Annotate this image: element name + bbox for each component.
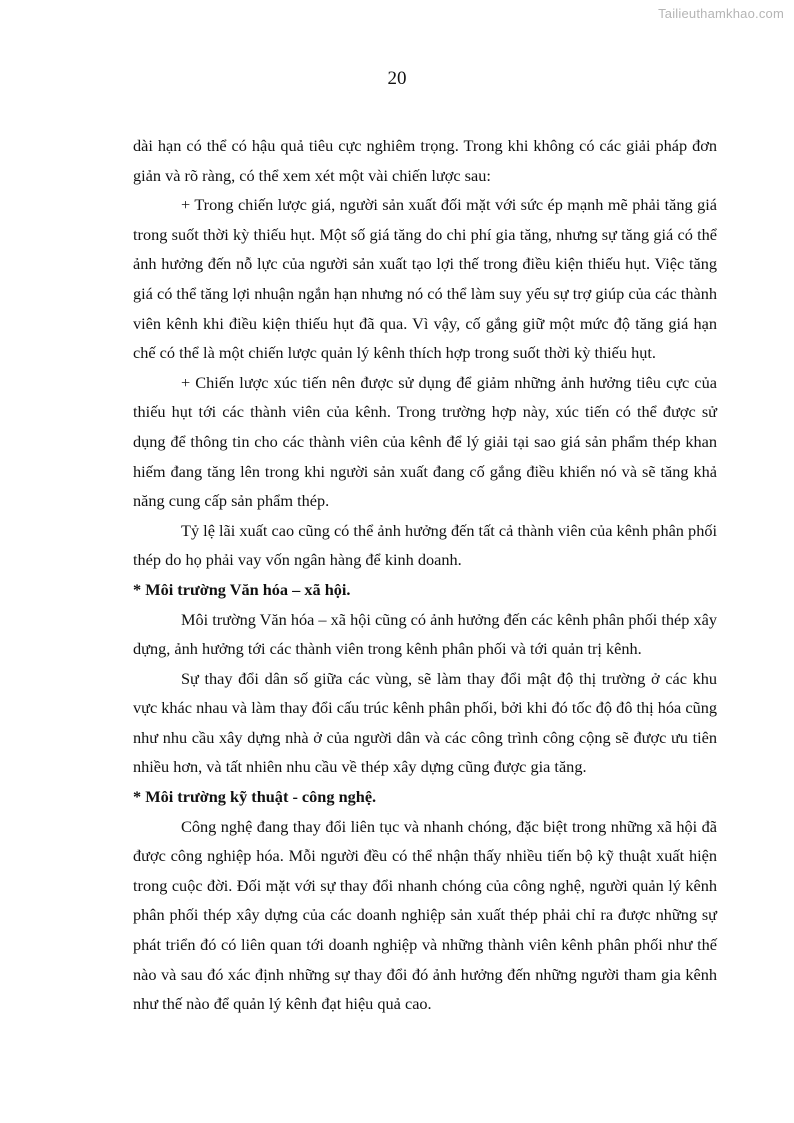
paragraph-population-change: Sự thay đổi dân số giữa các vùng, sẽ làm thay đổi mật độ thị trường ở các khu vực khác nhau và làm thay đổi cấu trúc kênh phân phối, bởi khi đó tốc độ đô thị hóa cũng như nhu cầu xây dựng nhà ở của người dân và các công trình công cộng sẽ được ưu tiên nhiều hơn, và tất nhiên nhu cầu về thép xây dựng cũng được gia tăng. bbox=[133, 668, 717, 777]
watermark: Tailieuthamkhao.com bbox=[658, 6, 784, 21]
document-body bbox=[133, 131, 717, 1019]
paragraph-price-strategy: + Trong chiến lược giá, người sản xuất đối mặt với sức ép mạnh mẽ phải tăng giá trong suốt thời kỳ thiếu hụt. Một số giá tăng do chi phí gia tăng, nhưng sự tăng giá có thể ảnh hưởng đến nỗ lực của người sản xuất tạo lợi thế trong điều kiện thiếu hụt. Việc tăng giá có thể tăng lợi nhuận ngắn hạn nhưng nó có thể làm suy yếu sự trợ giúp của các thành viên kênh khi điều kiện thiếu hụt đã qua. Vì vậy, cố gắng giữ một mức độ tăng giá hạn chế có thể là một chiến lược quản lý kênh thích hợp trong suốt thời kỳ thiếu hụt. bbox=[133, 195, 717, 363]
paragraph-promotion-strategy: + Chiến lược xúc tiến nên được sử dụng để giảm những ảnh hưởng tiêu cực của thiếu hụt tới các thành viên của kênh. Trong trường hợp này, xúc tiến có thể được sử dụng để thông tin cho các thành viên của kênh để lý giải tại sao giá sản phẩm thép khan hiếm đang tăng lên trong khi người sản xuất đang cố gắng điều khiển nó và sẽ tăng khả năng cung cấp sản phẩm thép. bbox=[133, 372, 717, 511]
section-heading-culture-society: * Môi trường Văn hóa – xã hội. bbox=[133, 579, 351, 599]
paragraph-continuation: dài hạn có thể có hậu quả tiêu cực nghiêm trọng. Trong khi không có các giải pháp đơn giản và rõ ràng, có thể xem xét một vài chiến lược sau: bbox=[133, 136, 717, 185]
paragraph-interest-rate: Tỷ lệ lãi xuất cao cũng có thể ảnh hưởng đến tất cả thành viên của kênh phân phối thép do họ phải vay vốn ngân hàng để kinh doanh. bbox=[133, 520, 717, 570]
paragraph-culture-influence: Môi trường Văn hóa – xã hội cũng có ảnh hưởng đến các kênh phân phối thép xây dựng, ảnh hưởng tới các thành viên trong kênh phân phối và tới quản trị kênh. bbox=[133, 609, 717, 659]
page-number: 20 bbox=[387, 68, 407, 89]
paragraph-technology-change: Công nghệ đang thay đổi liên tục và nhanh chóng, đặc biệt trong những xã hội đã được công nghiệp hóa. Mỗi người đều có thể nhận thấy nhiều tiến bộ kỹ thuật xuất hiện trong cuộc đời. Đối mặt với sự thay đổi nhanh chóng của công nghệ, người quản lý kênh phân phối thép xây dựng của các doanh nghiệp sản xuất thép phải chỉ ra được những sự phát triển đó có liên quan tới doanh nghiệp và những thành viên kênh phân phối như thế nào và sau đó xác định những sự thay đổi đó ảnh hưởng đến những người tham gia kênh như thế nào để quản lý kênh đạt hiệu quả cao. bbox=[133, 816, 717, 1014]
section-heading-technology: * Môi trường kỹ thuật - công nghệ. bbox=[133, 787, 377, 807]
